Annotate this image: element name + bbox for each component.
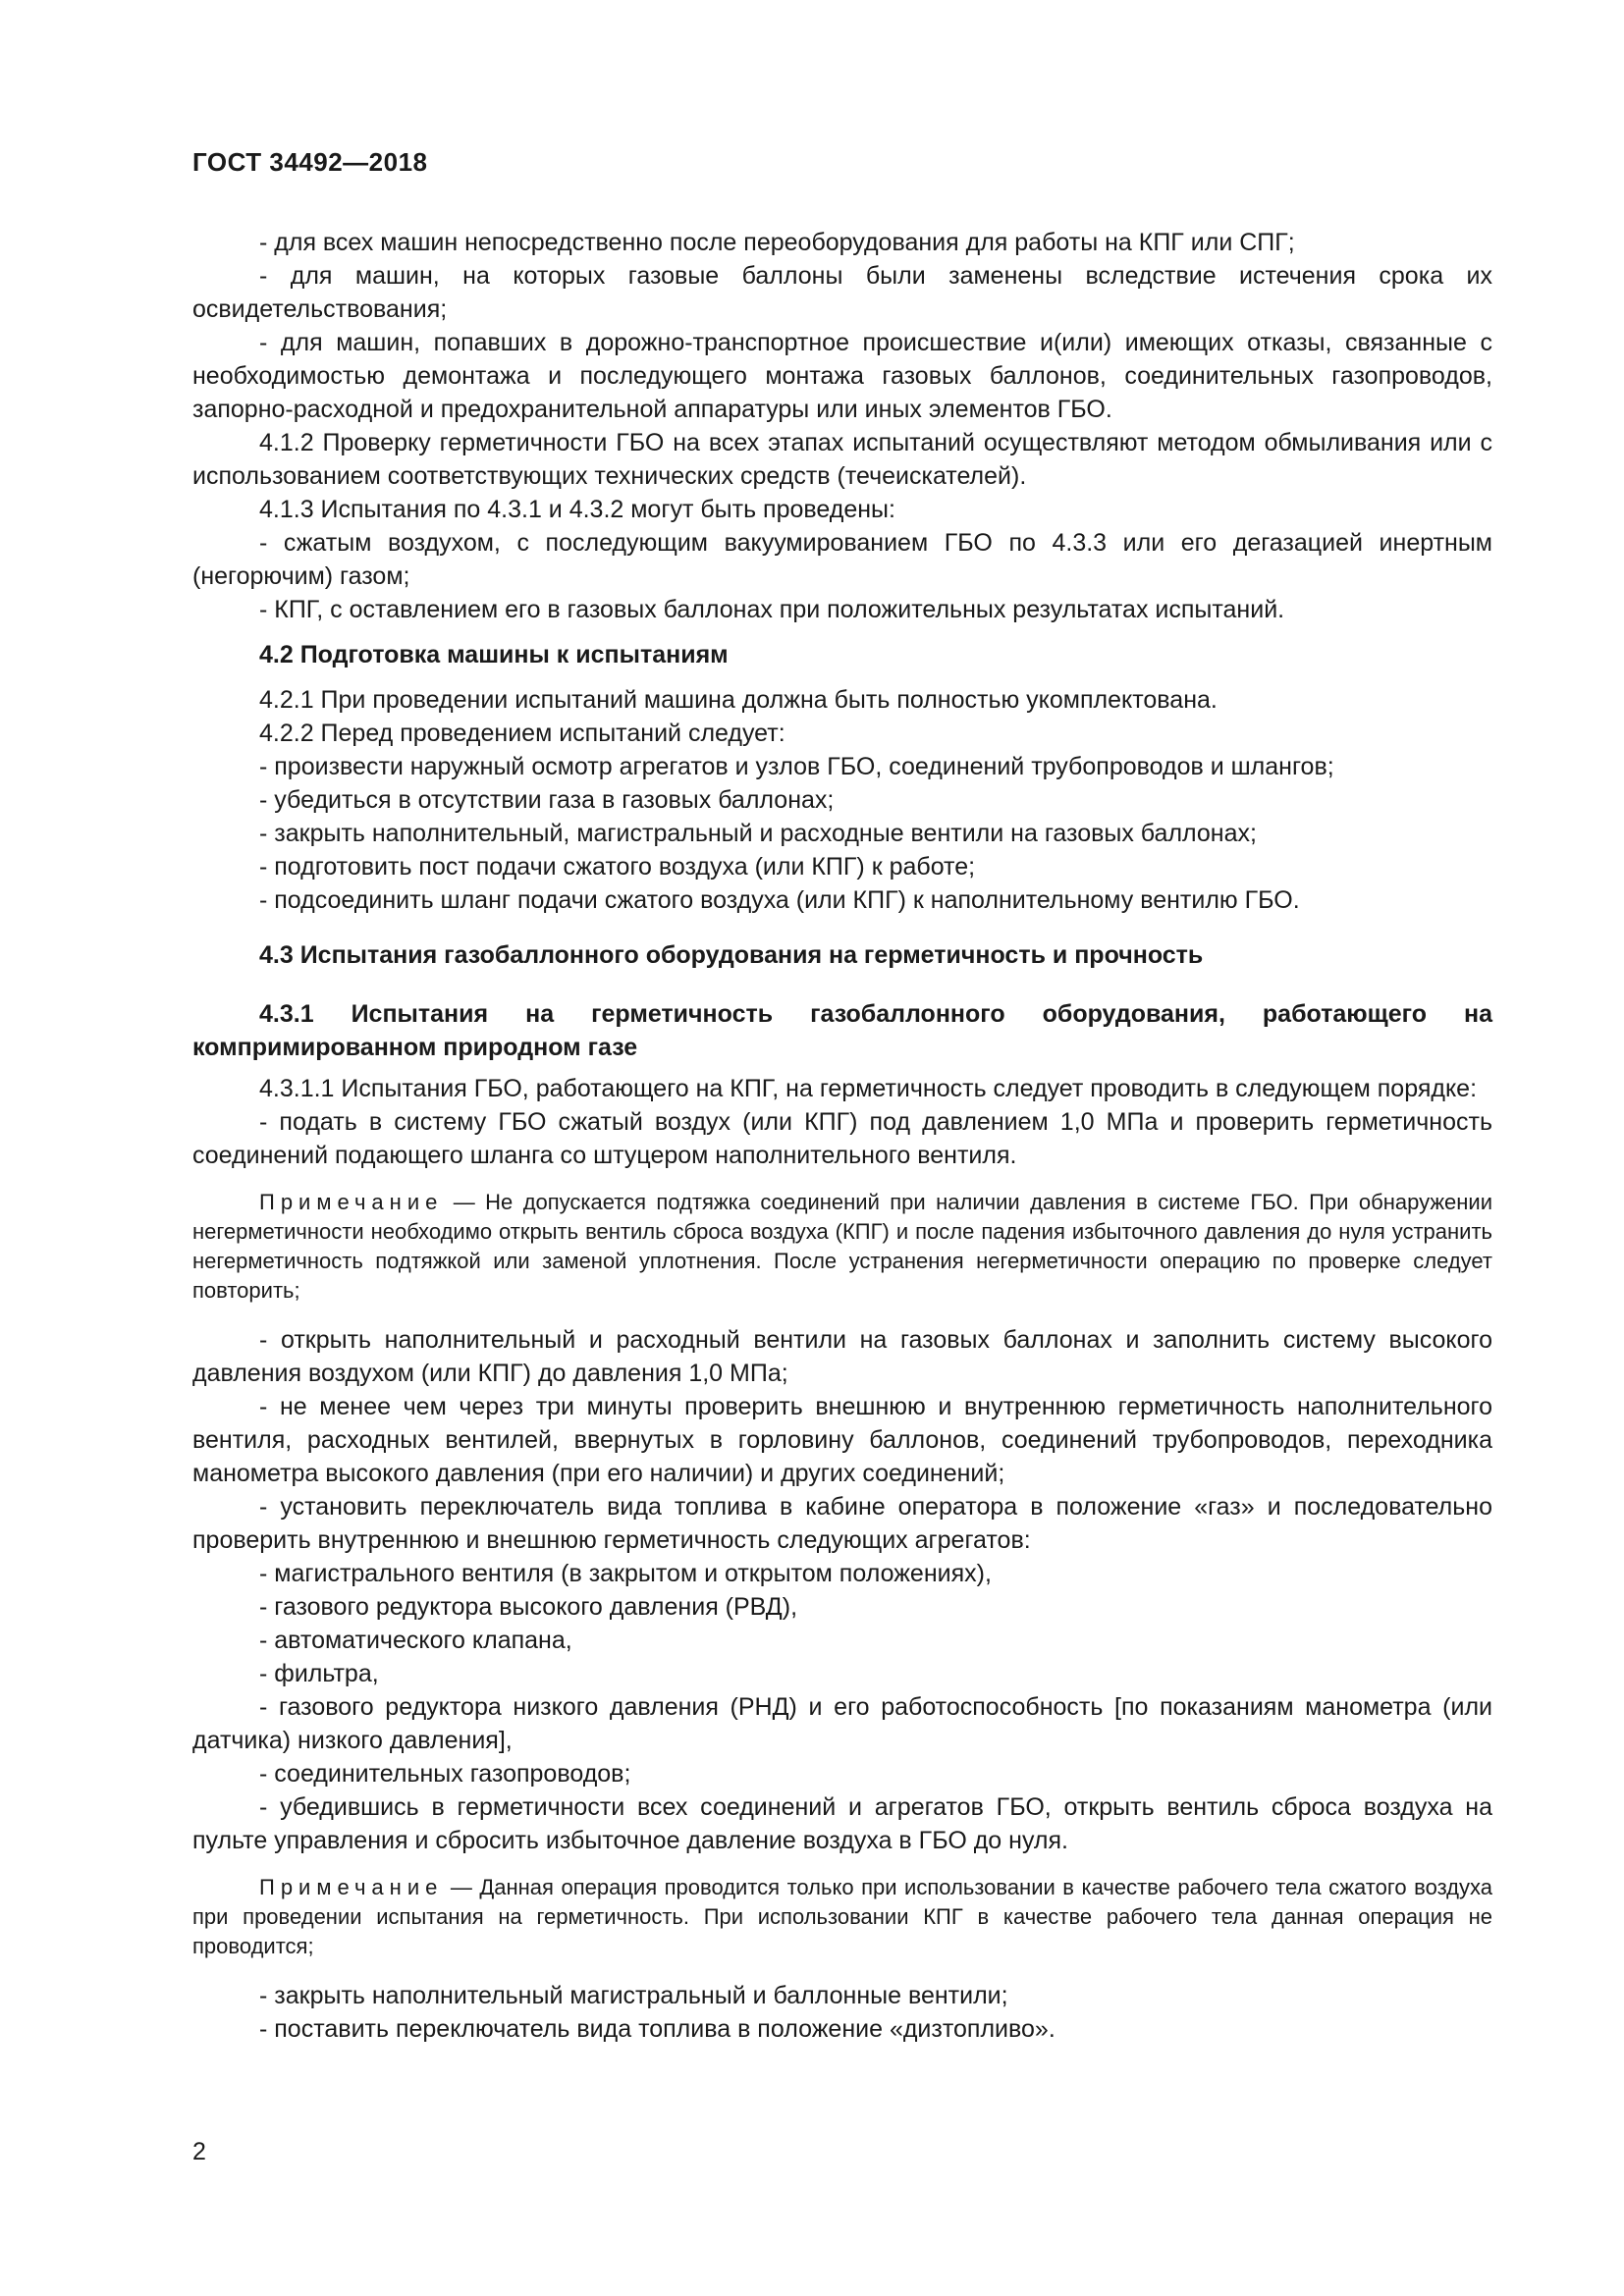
list-item: - установить переключатель вида топлива в кабине оператора в положение «газ» и последовательно проверить внутреннюю и внешнюю герметичность следующих агрегатов: [192,1493,1492,1554]
list-item: - фильтра, [259,1660,379,1687]
list-item: - соединительных газопроводов; [259,1760,631,1788]
list-item: - газового редуктора низкого давления (РНД) и его работоспособность [по показаниям манометра (или датчика) низкого давления], [192,1693,1492,1754]
list-item: - газового редуктора высокого давления (РВД), [259,1593,798,1621]
list-item: - автоматического клапана, [259,1627,572,1654]
list-item: - не менее чем через три минуты проверить внешнюю и внутреннюю герметичность наполнительного вентиля, расходных вентилей, ввернутых в горловину баллонов, соединений трубопроводов, переходника манометра высокого давления (при его наличии) и других соединений; [192,1393,1492,1487]
list-item: - открыть наполнительный и расходный вентили на газовых баллонах и заполнить систему высокого давления воздухом (или КПГ) до давления 1,0 МПа; [192,1326,1492,1387]
list-item: - поставить переключатель вида топлива в положение «дизтопливо». [259,2015,1056,2043]
paragraph: 4.1.2 Проверку герметичности ГБО на всех этапах испытаний осуществляют методом обмыливания или с использованием соответствующих технических средств (течеискателей). [192,429,1492,490]
list-item: - подать в систему ГБО сжатый воздух (или КПГ) под давлением 1,0 МПа и проверить герметичность соединений подающего шланга со штуцером наполнительного вентиля. [192,1108,1492,1169]
list-item: - убедиться в отсутствии газа в газовых баллонах; [259,786,835,814]
subsection-heading-4-3-1: 4.3.1 Испытания на герметичность газобаллонного оборудования, работающего на компримированном природном газе [192,1000,1492,1061]
list-item: - для машин, на которых газовые баллоны были заменены вследствие истечения срока их освидетельствования; [192,262,1492,323]
note-label: Примечание [259,1875,444,1899]
list-item: - подсоединить шланг подачи сжатого воздуха (или КПГ) к наполнительному вентилю ГБО. [259,886,1300,914]
list-item: - магистрального вентиля (в закрытом и открытом положениях), [259,1560,992,1587]
note-text: — Данная операция проводится только при использовании в качестве рабочего тела сжатого воздуха при проведении испытания на герметичность. При использовании КПГ в качестве рабочего тела данная операция не проводится; [192,1875,1492,1958]
note-label: Примечание [259,1190,444,1214]
page-number: 2 [192,2138,206,2165]
list-item: - для машин, попавших в дорожно-транспортное происшествие и(или) имеющих отказы, связанные с необходимостью демонтажа и последующего монтажа газовых баллонов, соединительных газопроводов, запорно-расходной и предохранительной аппаратуры или иных элементов ГБО. [192,329,1492,423]
paragraph: 4.2.2 Перед проведением испытаний следует: [259,720,785,747]
list-item: - убедившись в герметичности всех соединений и агрегатов ГБО, открыть вентиль сброса воздуха на пульте управления и сбросить избыточное давление воздуха в ГБО до нуля. [192,1793,1492,1854]
note-text: — Не допускается подтяжка соединений при наличии давления в системе ГБО. При обнаружении негерметичности необходимо открыть вентиль сброса воздуха (КПГ) и после падения избыточного давления до нуля устранить негерметичность подтяжкой или заменой уплотнения. После устранения негерметичности операцию по проверке следует повторить; [192,1190,1492,1303]
section-heading-4-2: 4.2 Подготовка машины к испытаниям [259,641,729,668]
paragraph: 4.3.1.1 Испытания ГБО, работающего на КПГ, на герметичность следует проводить в следующем порядке: [259,1075,1478,1102]
list-item: - произвести наружный осмотр агрегатов и узлов ГБО, соединений трубопроводов и шлангов; [259,753,1334,780]
list-item: - сжатым воздухом, с последующим вакуумированием ГБО по 4.3.3 или его дегазацией инертным (негорючим) газом; [192,529,1492,590]
list-item: - КПГ, с оставлением его в газовых баллонах при положительных результатах испытаний. [259,596,1285,623]
paragraph: 4.1.3 Испытания по 4.3.1 и 4.3.2 могут быть проведены: [259,496,895,523]
note-2 [192,1873,1492,1961]
document-header: ГОСТ 34492—2018 [192,147,428,177]
section-heading-4-3: 4.3 Испытания газобаллонного оборудования на герметичность и прочность [259,941,1204,969]
list-item: - закрыть наполнительный магистральный и баллонные вентили; [259,1982,1008,2009]
list-item: - закрыть наполнительный, магистральный и расходные вентили на газовых баллонах; [259,820,1257,847]
list-item: - подготовить пост подачи сжатого воздуха (или КПГ) к работе; [259,853,976,881]
list-item: - для всех машин непосредственно после переоборудования для работы на КПГ или СПГ; [259,229,1295,256]
paragraph: 4.2.1 При проведении испытаний машина должна быть полностью укомплектована. [259,686,1218,714]
note-1 [192,1188,1492,1306]
document-body [192,226,1492,2046]
